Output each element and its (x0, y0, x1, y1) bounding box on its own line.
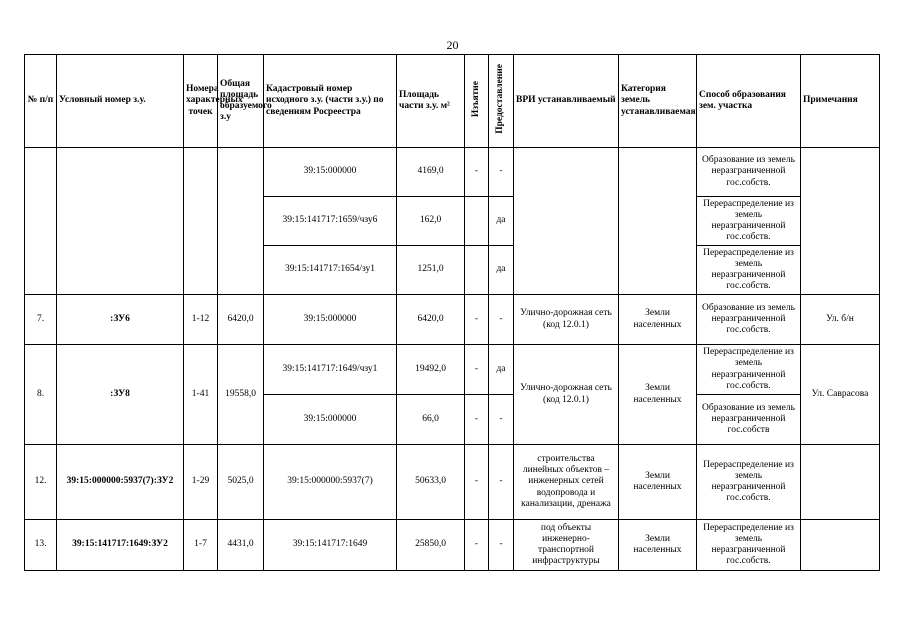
cell-provision: - (489, 295, 514, 345)
cell-category: Земли населенных (619, 295, 697, 345)
cell-area: 1251,0 (397, 246, 465, 295)
cell-note (801, 445, 880, 520)
cell-provision: да (489, 345, 514, 395)
cell-area-total (218, 148, 264, 295)
cell-provision: - (489, 148, 514, 197)
land-plot-table (24, 54, 880, 571)
cell-num: 7. (25, 295, 57, 345)
cell-area-total: 4431,0 (218, 520, 264, 571)
cell-method: Образование из земель неразграниченной гос.собств. (697, 295, 801, 345)
cell-area: 4169,0 (397, 148, 465, 197)
header-area-part: Площадь части з.у. м² (397, 55, 465, 148)
cell-withdrawal: - (465, 148, 489, 197)
header-withdrawal: Изъятие (465, 55, 489, 148)
cell-points: 1-7 (184, 520, 218, 571)
page-number: 20 (446, 38, 459, 52)
cell-vri: строительства линейных объектов – инженерных сетей водопровода и канализации, дренажа (514, 445, 619, 520)
cell-num: 13. (25, 520, 57, 571)
cell-num: 12. (25, 445, 57, 520)
cell-method: Образование из земель неразграниченной гос.собств. (697, 148, 801, 197)
cell-vri: под объекты инженерно-транспортной инфраструктуры (514, 520, 619, 571)
table-row (25, 520, 880, 571)
cell-name: 39:15:000000:5937(7):ЗУ2 (57, 445, 184, 520)
cell-cadastral: 39:15:000000 (264, 395, 397, 445)
cell-name: :ЗУ6 (57, 295, 184, 345)
cell-area-total: 6420,0 (218, 295, 264, 345)
cell-provision: да (489, 197, 514, 246)
cell-vri: Улично-дорожная сеть (код 12.0.1) (514, 295, 619, 345)
cell-area-total: 19558,0 (218, 345, 264, 445)
cell-method: Перераспределение из земель неразграниченной гос.собств. (697, 345, 801, 395)
cell-category: Земли населенных (619, 445, 697, 520)
cell-method: Перераспределение из земель неразграниченной гос.собств. (697, 246, 801, 295)
cell-name: :ЗУ8 (57, 345, 184, 445)
table-row (25, 345, 880, 395)
cell-area: 19492,0 (397, 345, 465, 395)
header-provision: Предоставление (489, 55, 514, 148)
cell-points: 1-29 (184, 445, 218, 520)
header-method: Способ образования зем. участка (697, 55, 801, 148)
cell-num (25, 148, 57, 295)
cell-category (619, 148, 697, 295)
cell-withdrawal: - (465, 520, 489, 571)
table-header-row (25, 55, 880, 148)
cell-points: 1-12 (184, 295, 218, 345)
cell-cadastral: 39:15:141717:1659/чзу6 (264, 197, 397, 246)
cell-points: 1-41 (184, 345, 218, 445)
header-name: Условный номер з.у. (57, 55, 184, 148)
cell-provision: - (489, 520, 514, 571)
cell-vri: Улично-дорожная сеть (код 12.0.1) (514, 345, 619, 445)
cell-cadastral: 39:15:000000 (264, 148, 397, 197)
cell-note (801, 520, 880, 571)
cell-area: 50633,0 (397, 445, 465, 520)
cell-area-total: 5025,0 (218, 445, 264, 520)
table-row (25, 445, 880, 520)
header-area-total: Общая площадь образуемого з.у (218, 55, 264, 148)
cell-withdrawal (465, 197, 489, 246)
table-row (25, 148, 880, 197)
cell-provision: - (489, 395, 514, 445)
cell-withdrawal: - (465, 395, 489, 445)
cell-method: Перераспределение из земель неразграниченной гос.собств. (697, 445, 801, 520)
header-num: № п/п (25, 55, 57, 148)
header-points: Номера характерных точек (184, 55, 218, 148)
cell-method: Образование из земель неразграниченной гос.собств (697, 395, 801, 445)
cell-method: Перераспределение из земель неразграниченной гос.собств. (697, 520, 801, 571)
header-category: Категория земель устанавливаемая (619, 55, 697, 148)
cell-area: 25850,0 (397, 520, 465, 571)
cell-vri (514, 148, 619, 295)
cell-withdrawal: - (465, 345, 489, 395)
header-cadastral: Кадастровый номер исходного з.у. (части з.у.) по сведениям Росреестра (264, 55, 397, 148)
cell-note: Ул. Саврасова (801, 345, 880, 445)
cell-area: 6420,0 (397, 295, 465, 345)
cell-num: 8. (25, 345, 57, 445)
cell-method: Перераспределение из земель неразграниченной гос.собств. (697, 197, 801, 246)
cell-area: 66,0 (397, 395, 465, 445)
cell-withdrawal: - (465, 445, 489, 520)
cell-points (184, 148, 218, 295)
header-note: Примечания (801, 55, 880, 148)
cell-cadastral: 39:15:141717:1649 (264, 520, 397, 571)
cell-note (801, 148, 880, 295)
cell-cadastral: 39:15:000000 (264, 295, 397, 345)
cell-name: 39:15:141717:1649:ЗУ2 (57, 520, 184, 571)
cell-category: Земли населенных (619, 520, 697, 571)
table-row (25, 295, 880, 345)
cell-cadastral: 39:15:141717:1649/чзу1 (264, 345, 397, 395)
cell-withdrawal: - (465, 295, 489, 345)
cell-note: Ул. б/н (801, 295, 880, 345)
cell-cadastral: 39:15:000000:5937(7) (264, 445, 397, 520)
cell-name (57, 148, 184, 295)
header-vri: ВРИ устанавливаемый (514, 55, 619, 148)
cell-category: Земли населенных (619, 345, 697, 445)
cell-provision: да (489, 246, 514, 295)
cell-withdrawal (465, 246, 489, 295)
cell-provision: - (489, 445, 514, 520)
cell-area: 162,0 (397, 197, 465, 246)
cell-cadastral: 39:15:141717:1654/зу1 (264, 246, 397, 295)
